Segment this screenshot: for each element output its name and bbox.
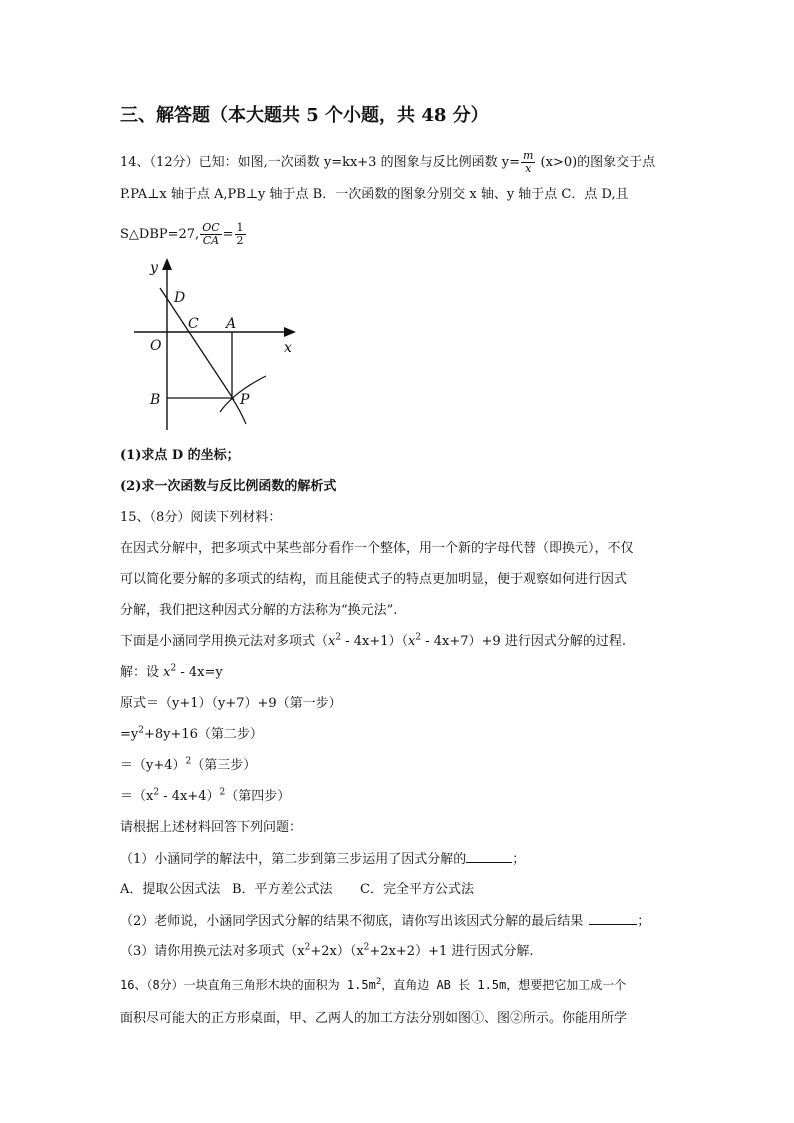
q14-ratio-value-num: 1 (236, 221, 244, 234)
q15-ask: 请根据上述材料回答下列问题： (120, 820, 303, 835)
q15-para2-pre: 下面是小涵同学用换元法对多项式（ (120, 634, 329, 649)
q15-options (120, 881, 474, 899)
q14-ratio-value-den: 2 (236, 234, 244, 247)
label-d: D (174, 290, 186, 306)
q15-sub1-answer-blank[interactable] (466, 850, 512, 863)
label-x: x (284, 340, 292, 356)
label-o: O (150, 338, 162, 354)
q16-line1 (120, 976, 626, 994)
q14-line2: P.PA⊥x 轴于点 A,PB⊥y 轴于点 B．一次函数的图象分别交 x 轴、y 轴于点 C．点 D,且 (120, 187, 629, 202)
q14-intro-line (120, 150, 655, 175)
q15-para2-sup1: 2 (335, 632, 342, 643)
q14-part1: (1)求点 D 的坐标； (120, 448, 240, 463)
section-title: 三、解答题（本大题共 5 个小题，共 48 分） (120, 105, 489, 126)
q15-sub3-sup2: 2 (363, 942, 370, 953)
label-y: y (150, 260, 158, 276)
label-a: A (226, 316, 237, 332)
q15-step1: 原式＝（y+1）（y+7）+9（第一步） (120, 696, 342, 711)
q15-sub3-mid2: +2x+2）+1 进行因式分解. (369, 944, 534, 959)
q15-heading: 15、（8分）阅读下列材料： (120, 510, 282, 525)
q15-option-b[interactable]: B．平方差公式法 (232, 882, 333, 897)
q15-para2-sup2: 2 (415, 632, 422, 643)
q15-step4-sup2: 2 (219, 787, 226, 798)
q15-step3-tail: （第三步） (191, 758, 257, 773)
q14-coordinate-figure (130, 252, 310, 432)
q14-ratio-value (235, 222, 246, 247)
y-axis-arrow-icon (162, 258, 172, 270)
q15-step4-mid: - 4x+4） (159, 789, 220, 804)
q15-step3-sup: 2 (185, 756, 192, 767)
q15-step2-pre: =y (120, 727, 139, 742)
q15-sub2 (120, 912, 650, 931)
q15-step3 (120, 757, 256, 775)
q14-area-condition: S△DBP=27, (120, 227, 200, 242)
q14-ratio-den: CA (202, 234, 220, 247)
q14-ratio-eq: = (222, 227, 234, 242)
q15-option-c[interactable]: C．完全平方公式法 (360, 882, 474, 897)
q15-para1-line3: 分解，我们把这种因式分解的方法称为“换元法”. (120, 603, 398, 618)
q15-para1-line2: 可以简化要分解的多项式的结构，而且能使式子的特点更加明显，便于观察如何进行因式 (120, 572, 628, 587)
label-b: B (150, 392, 161, 408)
q15-para2-tail2: - 4x+7）+9 进行因式分解的过程. (421, 634, 626, 649)
label-p: P (240, 392, 250, 408)
q15-step2-tail: +8y+16（第二步） (143, 727, 263, 742)
q15-sub3-sup1: 2 (304, 942, 311, 953)
q15-para2-x2: x (408, 634, 416, 649)
q15-para1-line1: 在因式分解中，把多项式中某些部分看作一个整体，用一个新的字母代替（即换元），不仅 (120, 541, 634, 556)
q15-step4 (120, 788, 290, 806)
q14-intro-tail: (x>0)的图象交于点 (536, 155, 656, 170)
q15-sol-x: x (163, 665, 171, 680)
q15-step2-sup: 2 (138, 725, 144, 736)
q15-option-a[interactable]: A．提取公因式法 (120, 882, 221, 897)
q15-step4-sup1: 2 (153, 787, 160, 798)
label-c: C (188, 316, 199, 332)
q15-step4-tail: （第四步） (225, 789, 291, 804)
q15-sub3-pre: （3）请你用换元法对多项式（x (120, 944, 305, 959)
q15-para2-tail1: - 4x+1）（ (341, 634, 409, 649)
q14-ratio-fraction (200, 222, 221, 247)
q15-sub1 (120, 850, 525, 869)
x-axis-arrow-icon (284, 327, 296, 337)
q16-line1-sup: 2 (375, 977, 382, 987)
q15-sub2-end: ； (637, 914, 651, 929)
q14-frac-den: x (525, 162, 532, 175)
q14-frac-num: m (522, 149, 534, 162)
q15-sub3 (120, 943, 534, 961)
q15-sub2-answer-blank[interactable] (589, 912, 637, 925)
q15-para2-x1: x (328, 634, 336, 649)
q14-line3 (120, 222, 247, 247)
q15-solution-set (120, 664, 223, 682)
q15-sub1-end: ； (512, 852, 526, 867)
q15-step2 (120, 726, 263, 744)
q15-step3-pre: ＝（y+4） (120, 758, 186, 773)
q15-sol-tail: - 4x=y (176, 665, 223, 680)
q15-sub1-text: （1）小涵同学的解法中，第二步到第三步运用了因式分解的 (120, 852, 467, 867)
q15-sol-sup: 2 (170, 663, 177, 674)
q16-line2: 面积尽可能大的正方形桌面，甲、乙两人的加工方法分别如图①、图②所示。你能用所学 (120, 1011, 628, 1026)
q14-intro: 14、（12分）已知：如图,一次函数 y=kx+3 的图象与反比例函数 y= (120, 155, 520, 170)
q16-line1-pre: 16、（8分）一块直角三角形木块的面积为 1.5m (120, 978, 376, 992)
q15-step4-pre: ＝（x (120, 789, 154, 804)
q14-part2: (2)求一次函数与反比例函数的解析式 (120, 479, 337, 494)
q15-sub3-mid1: +2x）（x (310, 944, 364, 959)
q15-sol-pre: 解：设 (120, 665, 164, 680)
q16-line1-tail: ，直角边 AB 长 1.5m，想要把它加工成一个 (381, 978, 627, 992)
linear-function-line (160, 288, 237, 400)
q14-ratio-num: OC (202, 221, 220, 234)
q15-para2 (120, 633, 626, 651)
q15-sub2-text: （2）老师说，小涵同学因式分解的结果不彻底，请你写出该因式分解的最后结果 (120, 914, 584, 929)
q14-fraction-m-over-x (521, 150, 535, 175)
